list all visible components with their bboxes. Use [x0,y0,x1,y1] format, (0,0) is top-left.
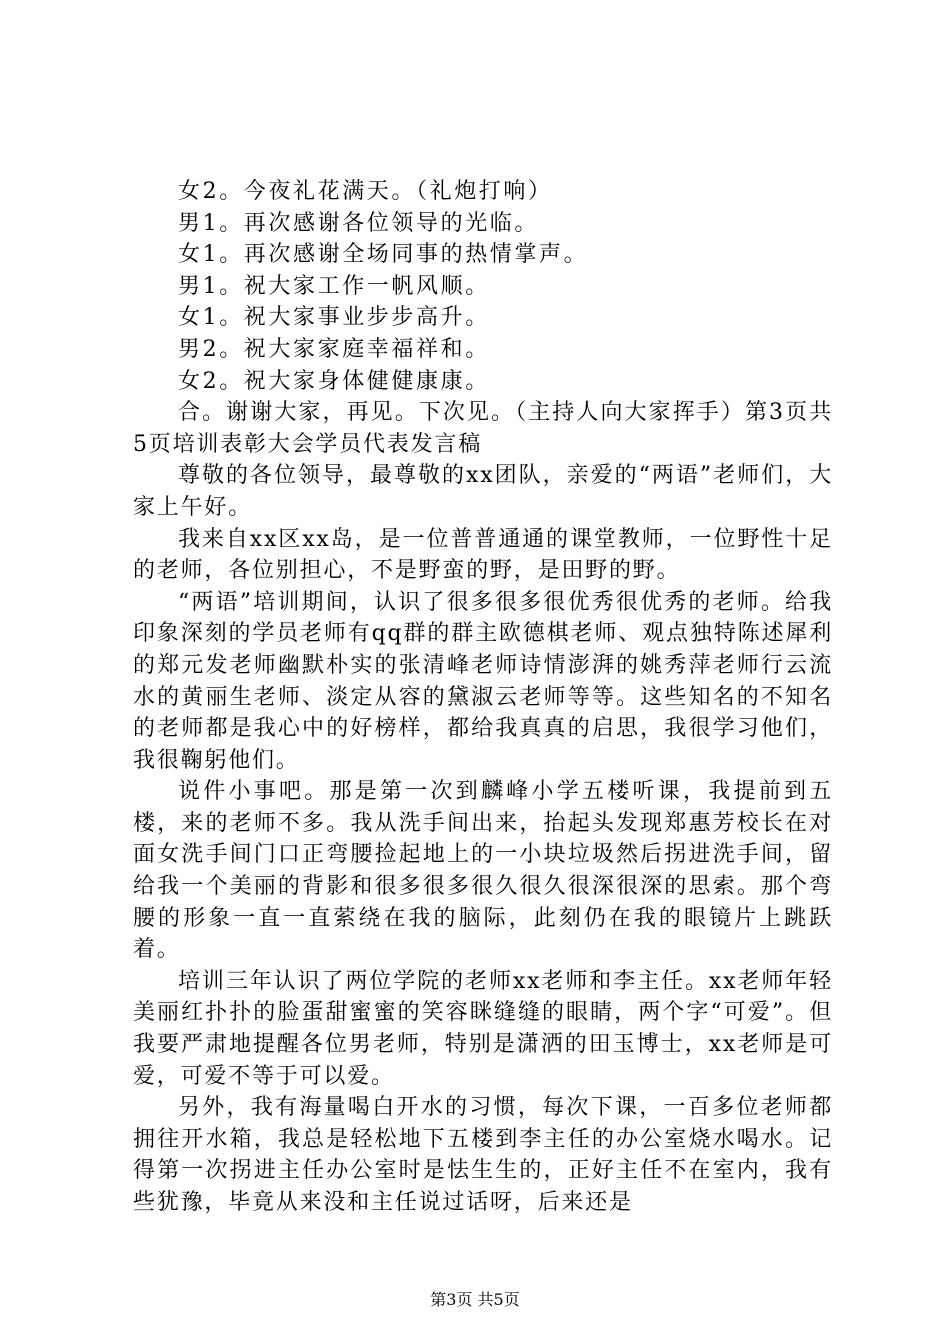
dialog-line: 女1。再次感谢全场同事的热情掌声。 [178,242,589,268]
closing-paragraph: 合。谢谢大家，再见。下次见。（主持人向大家挥手）第3页共5页培训表彰大会学员代表发言稿 [133,400,833,457]
body-paragraph: 另外，我有海量喝白开水的习惯，每次下课，一百多位老师都拥往开水箱，我总是轻松地下五楼到李主任的办公室烧水喝水。记得第一次拐进主任办公室时是怯生生的，正好主任不在室内，我有些犹豫，毕竟从来没和主任说过话呀，后来还是 [133,1095,833,1215]
page-footer [0,1290,950,1310]
dialog-line: 男1。再次感谢各位领导的光临。 [178,210,539,236]
page-content [133,176,833,1219]
body-paragraph: 说件小事吧。那是第一次到麟峰小学五楼听课，我提前到五楼，来的老师不多。我从洗手间出来，抬起头发现郑惠芳校长在对面女洗手间门口正弯腰捡起地上的一小块垃圾然后拐进洗手间，留给我一个美丽的背影和很多很多很久很久很深很深的思索。那个弯腰的形象一直一直萦绕在我的脑际，此刻仍在我的眼镜片上跳跃着。 [133,779,833,963]
body-paragraph: “两语”培训期间，认识了很多很多很优秀很优秀的老师。给我印象深刻的学员老师有qq群的群主欧德棋老师、观点独特陈述犀利的郑元发老师幽默朴实的张清峰老师诗情澎湃的姚秀萍老师行云流水的黄丽生老师、淡定从容的黛淑云老师等等。这些知名的不知名的老师都是我心中的好榜样，都给我真真的启思，我很学习他们，我很鞠躬他们。 [133,589,833,773]
dialog-line: 男1。祝大家工作一帆风顺。 [178,273,490,299]
intro-paragraph: 我来自xx区xx岛，是一位普普通通的课堂教师，一位野性十足的老师，各位别担心，不是野蛮的野，是田野的野。 [133,526,833,584]
body-paragraph: 培训三年认识了两位学院的老师xx老师和李主任。xx老师年轻美丽红扑扑的脸蛋甜蜜蜜的笑容眯缝缝的眼睛，两个字“可爱”。但我要严肃地提醒各位男老师，特别是潇洒的田玉博士，xx老师是可爱，可爱不等于可以爱。 [133,968,833,1089]
dialog-line: 女2。今夜礼花满天。（礼炮打响） [178,179,553,204]
dialog-line: 女1。祝大家事业步步高升。 [178,305,490,331]
page-number: 第3页 [430,1290,473,1309]
greeting-paragraph: 尊敬的各位领导，最尊敬的xx团队，亲爱的“两语”老师们，大家上午好。 [133,463,833,520]
page-total: 共5页 [477,1290,520,1309]
dialog-line: 女2。祝大家身体健健康康。 [178,368,490,394]
dialog-line: 男2。祝大家家庭幸福祥和。 [178,336,490,362]
